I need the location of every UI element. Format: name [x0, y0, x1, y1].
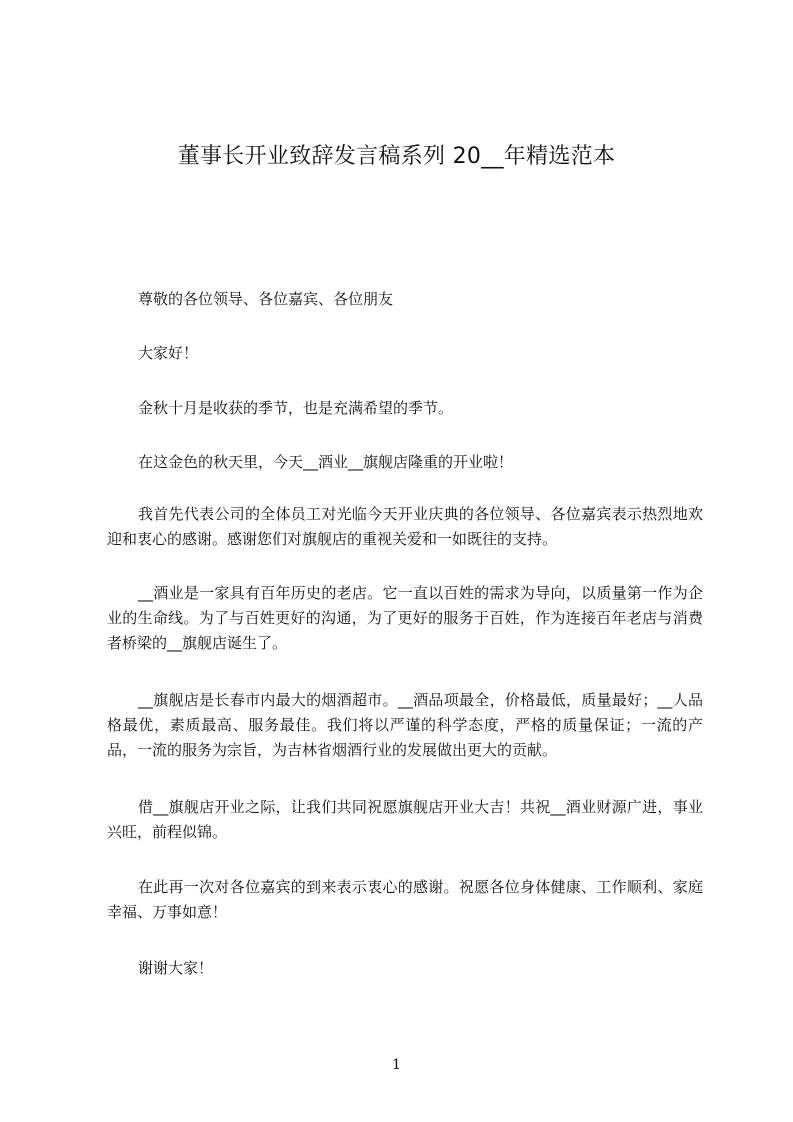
paragraph-opening: 在这金色的秋天里，今天__酒业__旗舰店隆重的开业啦！	[138, 453, 514, 471]
paragraph-welcome: 我首先代表公司的全体员工对光临今天开业庆典的各位领导、各位嘉宾表示热烈地欢迎和衷心的感谢。感谢您们对旗舰店的重视关爱和一如既往的支持。	[107, 505, 703, 548]
paragraph-salutation: 尊敬的各位领导、各位嘉宾、各位朋友	[138, 290, 394, 308]
paragraph-thanks-guests: 在此再一次对各位嘉宾的到来表示衷心的感谢。祝愿各位身体健康、工作顺利、家庭幸福、万事如意！	[107, 878, 703, 921]
paragraph-season: 金秋十月是收获的季节，也是充满希望的季节。	[138, 399, 454, 417]
paragraph-closing: 谢谢大家！	[138, 959, 214, 977]
paragraph-store: __旗舰店是长春市内最大的烟酒超市。__酒品项最全，价格最低，质量最好；__人品格最优，素质最高、服务最佳。我们将以严谨的科学态度，严格的质量保证；一流的产品，一流的服务为宗旨，为吉林省烟酒行业的发展做出更大的贡献。	[107, 691, 703, 759]
paragraph-history: __酒业是一家具有百年历史的老店。它一直以百姓的需求为导向，以质量第一作为企业的生命线。为了与百姓更好的沟通，为了更好的服务于百姓，作为连接百年老店与消费者桥梁的__旗舰店诞生了。	[107, 584, 703, 652]
page-title: 董事长开业致辞发言稿系列 20__年精选范本	[177, 144, 616, 169]
paragraph-wishes: 借__旗舰店开业之际，让我们共同祝愿旗舰店开业大吉！共祝__酒业财源广进，事业兴旺，前程似锦。	[107, 798, 703, 841]
paragraph-greeting: 大家好！	[138, 344, 199, 362]
page-number: 1	[392, 1057, 401, 1073]
